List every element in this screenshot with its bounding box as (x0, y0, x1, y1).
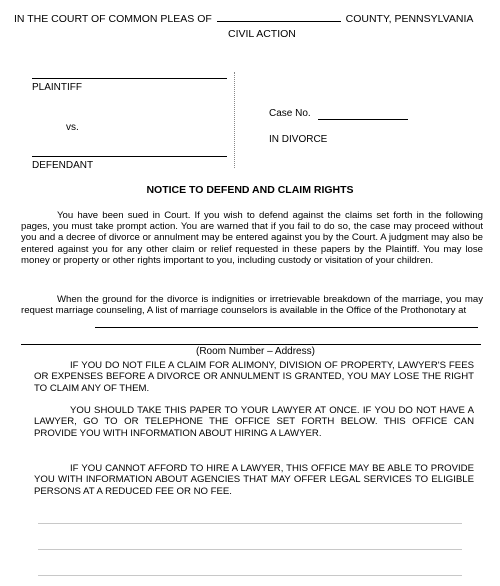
paragraph-1-text: You have been sued in Court. If you wish to defend against the claims set forth in the following pages, you must take prompt action. You are warned that if you fail to do so, the case may proceed without you and a decree of divorce or annulment may be entered against you by the Court. A judgment may also be entered against you for any other claim or relief requested in these papers by the Plaintiff. You may lose money or property or other rights important to you, including custody or visitation of your children. (21, 210, 483, 266)
notice-paragraph-5: IF YOU CANNOT AFFORD TO HIRE A LAWYER, THIS OFFICE MAY BE ABLE TO PROVIDE YOU WITH INFORMATION ABOUT AGENCIES THAT MAY OFFER LEGAL SERVICES TO ELIGIBLE PERSONS AT A REDUCED FEE OR NO FEE. (34, 463, 474, 497)
defendant-label: DEFENDANT (32, 160, 94, 171)
court-heading (14, 11, 473, 25)
office-info-line-3[interactable] (38, 575, 462, 576)
caption-divider (234, 72, 235, 168)
office-info-line-1[interactable] (38, 523, 462, 524)
office-info-line-2[interactable] (38, 549, 462, 550)
defendant-blank-line[interactable] (32, 156, 227, 157)
paragraph-2-text: When the ground for the divorce is indignities or irretrievable breakdown of the marriage, you may request marriage counseling, A list of marriage counselors is available in the Office of the Prothonotary at (21, 294, 483, 317)
court-suffix: COUNTY, PENNSYLVANIA (345, 13, 474, 25)
notice-paragraph-2 (21, 294, 483, 328)
room-address-label: (Room Number – Address) (196, 346, 315, 357)
prothonotary-blank[interactable] (95, 327, 478, 328)
vs-label: vs. (66, 122, 79, 133)
in-divorce-label: IN DIVORCE (269, 134, 328, 145)
plaintiff-label: PLAINTIFF (32, 82, 83, 93)
court-prefix: IN THE COURT OF COMMON PLEAS OF (14, 13, 212, 25)
notice-paragraph-1 (21, 210, 483, 266)
notice-title: NOTICE TO DEFEND AND CLAIM RIGHTS (146, 184, 354, 196)
room-address-line[interactable] (21, 344, 481, 345)
notice-paragraph-4: YOU SHOULD TAKE THIS PAPER TO YOUR LAWYER AT ONCE. IF YOU DO NOT HAVE A LAWYER, GO TO OR TELEPHONE THE OFFICE SET FORTH BELOW. THIS OFFICE CAN PROVIDE YOU WITH INFORMATION ABOUT HIRING A LAWYER. (34, 405, 474, 439)
case-number-blank[interactable] (318, 119, 408, 120)
plaintiff-blank-line[interactable] (32, 78, 227, 79)
case-number-label: Case No. (269, 108, 311, 119)
county-blank[interactable] (217, 11, 341, 22)
civil-action-label: CIVIL ACTION (228, 28, 296, 40)
notice-paragraph-3: IF YOU DO NOT FILE A CLAIM FOR ALIMONY, DIVISION OF PROPERTY, LAWYER'S FEES OR EXPENSES BEFORE A DIVORCE OR ANNULMENT IS GRANTED, YOU MAY LOSE THE RIGHT TO CLAIM ANY OF THEM. (34, 360, 474, 394)
